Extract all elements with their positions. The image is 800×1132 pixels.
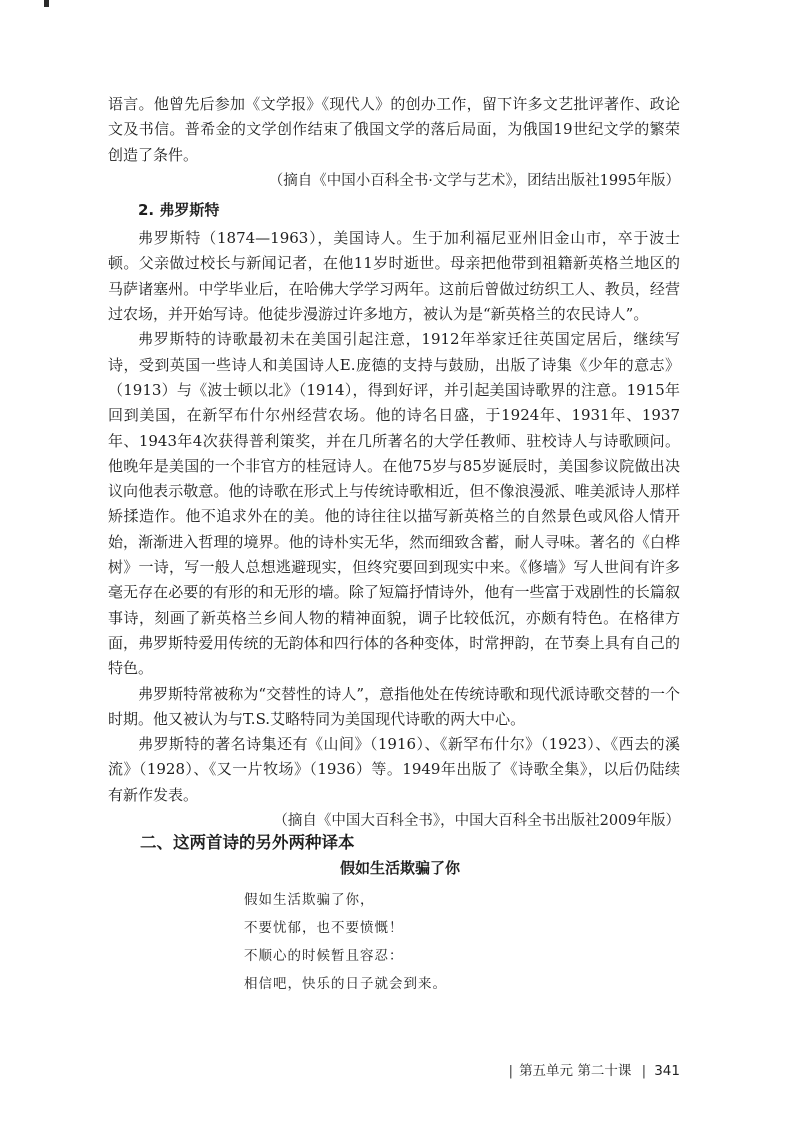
poem-title: 假如生活欺骗了你 xyxy=(339,859,460,877)
paragraph-frost-career: 弗罗斯特的诗歌最初未在美国引起注意，1912年举家迁往英国定居后，继续写诗，受到英国一些诗人和美国诗人E.庞德的支持与鼓励，出版了诗集《少年的意志》（1913）与《波士顿以北》（1914），得到好评，并引起美国诗歌界的注意。1915年回到美国，在新罕布什尔州经营农场。他的诗名日盛，于1924年、1931年、1937年、1943年4次获得普利策奖，并在几所著名的大学任教师、驻校诗人与诗歌顾问。他晚年是美国的一个非官方的桂冠诗人。在他75岁与85岁诞辰时，美国参议院做出决议向他表示敬意。他的诗歌在形式上与传统诗歌相近，但不像浪漫派、唯美派诗人那样矫揉造作。他不追求外在的美。他的诗往往以描写新英格兰的自然景色或风俗人情开始，渐渐进入哲理的境界。他的诗朴实无华，然而细致含蓄，耐人寻味。著名的《白桦树》一诗，写一般人总想逃避现实，但终究要回到现实中来。《修墙》写人世间有许多毫无存在必要的有形的和无形的墙。除了短篇抒情诗外，他有一些富于戏剧性的长篇叙事诗，刻画了新英格兰乡间人物的精神面貌，调子比较低沉，亦颇有特色。在格律方面，弗罗斯特爱用传统的无韵体和四行体的各种变体，时常押韵，在节奏上具有自己的特色。 xyxy=(108,330,680,678)
paragraph-frost-works: 弗罗斯特的著名诗集还有《山间》（1916）、《新罕布什尔》（1923）、《西去的溪流》（1928）、《又一片牧场》（1936）等。1949年出版了《诗歌全集》，以后仍陆续有新作发表。 xyxy=(108,735,680,804)
poem-line: 假如生活欺骗了你， xyxy=(244,892,375,908)
paragraph-frost-transitional: 弗罗斯特常被称为“交替性的诗人”，意指他处在传统诗歌和现代派诗歌交替的一个时期。他又被认为与T.S.艾略特同为美国现代诗歌的两大中心。 xyxy=(108,684,680,728)
page-footer xyxy=(503,1059,681,1079)
footer-divider: | xyxy=(508,1063,514,1079)
footer-divider: | xyxy=(641,1063,647,1079)
source-citation-1: （摘自《中国小百科全书·文学与艺术》，团结出版社1995年版） xyxy=(268,172,680,189)
body-text xyxy=(108,92,680,834)
scan-corner-mark xyxy=(44,0,49,7)
footer-unit: 第五单元 xyxy=(519,1063,574,1079)
page-number: 341 xyxy=(654,1063,680,1079)
poem-line: 不顺心的时候暂且容忍： xyxy=(244,948,404,964)
paragraph-frost-bio: 弗罗斯特（1874—1963），美国诗人。生于加利福尼亚州旧金山市，卒于波士顿。父亲做过校长与新闻记者，在他11岁时逝世。母亲把他带到祖籍新英格兰地区的马萨诸塞州。中学毕业后，在哈佛大学学习两年。这前后曾做过纺织工人、教员，经营过农场，并开始写诗。他徒步漫游过许多地方，被认为是“新英格兰的农民诗人”。 xyxy=(108,229,680,324)
part-heading: 二、这两首诗的另外两种译本 xyxy=(140,833,355,852)
source-citation-2: （摘自《中国大百科全书》，中国大百科全书出版社2009年版） xyxy=(273,813,680,830)
footer-lesson: 第二十课 xyxy=(577,1063,632,1079)
section-heading-frost: 2. 弗罗斯特 xyxy=(138,201,220,220)
poem-body xyxy=(244,886,447,998)
poem-line: 相信吧，快乐的日子就会到来。 xyxy=(244,976,447,992)
poem-line: 不要忧郁，也不要愤慨！ xyxy=(244,920,404,936)
paragraph-pushkin-end: 语言。他曾先后参加《文学报》《现代人》的创办工作，留下许多文艺批评著作、政论文及书信。普希金的文学创作结束了俄国文学的落后局面，为俄国19世纪文学的繁荣创造了条件。 xyxy=(108,95,680,164)
